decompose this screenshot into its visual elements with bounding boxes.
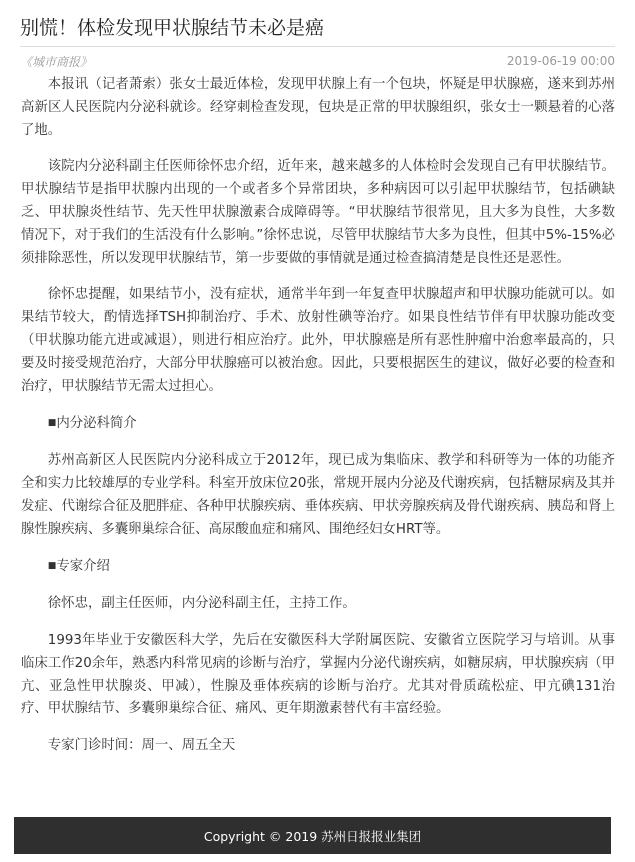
paragraph-intro: 本报讯（记者萧索）张女士最近体检，发现甲状腺上有一个包块，怀疑是甲状腺癌，遂来到苏州高新区人民医院内分泌科就诊。经穿刺检查发现，包块是正常的甲状腺组织，张女士一颗悬着的心落了地。 (21, 77, 615, 138)
title-divider (20, 46, 615, 47)
paragraph-expert-name: 徐怀忠，副主任医师，内分泌科副主任，主持工作。 (47, 596, 356, 612)
paragraph-department: 苏州高新区人民医院内分泌科成立于2012年，现已成为集临床、教学和科研等为一体的功能齐全和实力比较雄厚的专业学科。科室开放床位20张，常规开展内分泌及代谢疾病，包括糖尿病及其并发症、代谢综合征及肥胖症、各种甲状腺疾病、垂体疾病、甲状旁腺疾病及骨代谢疾病、胰岛和肾上腺性腺疾病、多囊卵巢综合征、高尿酸血症和痛风、围绝经妇女HRT等。 (21, 453, 615, 537)
section-heading-expert (21, 555, 615, 579)
section-heading-label: 专家介绍 (56, 559, 110, 575)
paragraph-background: 该院内分泌科副主任医师徐怀忠介绍，近年来，越来越多的人体检时会发现自己有甲状腺结节。甲状腺结节是指甲状腺内出现的一个或者多个异常团块，多种病因可以引起甲状腺结节，包括碘缺乏、甲状腺炎性结节、先天性甲状腺激素合成障碍等。“甲状腺结节很常见，且大多为良性，大多数情况下，对于我们的生活没有什么影响。”徐怀忠说，尽管甲状腺结节大多为良性，但其中5%-15%必须排除恶性，所以发现甲状腺结节，第一步要做的事情就是通过检查搞清楚是良性还是恶性。 (21, 159, 615, 266)
article-datetime: 2019-06-19 00:00 (506, 54, 615, 68)
article-body (20, 74, 615, 758)
section-heading-department (21, 412, 615, 436)
square-bullet-icon: ■ (47, 561, 57, 572)
page-footer (14, 817, 611, 854)
paragraph-clinic-hours: 专家门诊时间：周一、周五全天 (47, 738, 236, 754)
article-source[interactable]: 《城市商报》 (20, 54, 93, 69)
paragraph-advice: 徐怀忠提醒，如果结节小，没有症状，通常半年到一年复查甲状腺超声和甲状腺功能就可以。如果结节较大，酌情选择TSH抑制治疗、手术、放射性碘等治疗。如果良性结节伴有甲状腺功能改变（甲状腺功能亢进或减退），则进行相应治疗。此外，甲状腺癌是所有恶性肿瘤中治愈率最高的，只要及时接受规范治疗，大部分甲状腺癌可以被治愈。因此，只要根据医生的建议，做好必要的检查和治疗，甲状腺结节无需太过担心。 (21, 287, 615, 394)
footer-copyright: Copyright © 2019 苏州日报报业集团 (203, 828, 422, 844)
article-meta (20, 48, 615, 74)
paragraph-expert-bio: 1993年毕业于安徽医科大学，先后在安徽医科大学附属医院、安徽省立医院学习与培训。从事临床工作20余年，熟悉内科常见病的诊断与治疗，掌握内分泌代谢疾病，如糖尿病，甲状腺疾病（甲亢、亚急性甲状腺炎、甲减），性腺及垂体疾病的诊断与治疗。尤其对骨质疏松症、甲亢碘131治疗、甲状腺结节、多囊卵巢综合征、痛风、更年期激素替代有丰富经验。 (21, 632, 615, 717)
square-bullet-icon: ■ (47, 418, 57, 429)
section-heading-label: 内分泌科简介 (56, 416, 137, 432)
article-title: 别慌！体检发现甲状腺结节未必是癌 (20, 17, 325, 39)
